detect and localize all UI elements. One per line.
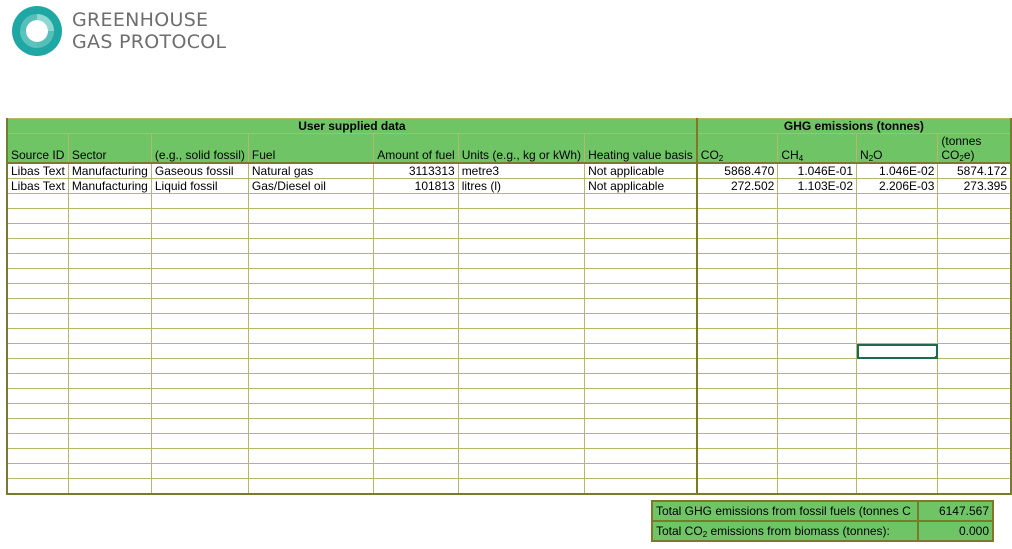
cell-n2o[interactable] [857,194,938,209]
col-amount: Amount of fuel [374,134,458,164]
cell-source-id[interactable] [7,299,68,314]
cell-source-id[interactable] [7,194,68,209]
cell-ch4[interactable] [778,314,857,329]
cell-source-id[interactable] [7,269,68,284]
cell-fuel[interactable] [248,479,373,495]
cell-fuel-type[interactable] [151,209,248,224]
empty-table-row [7,329,1011,344]
cell-amount[interactable] [374,389,458,404]
cell-fuel[interactable] [248,434,373,449]
cell-co2e[interactable] [938,329,1011,344]
cell-amount[interactable] [374,239,458,254]
cell-source-id[interactable] [7,239,68,254]
cell-ch4[interactable] [778,404,857,419]
total-biomass-label: Total $CO_2$ emissions from biomass (tonnes): [652,521,918,541]
cell-amount[interactable] [374,419,458,434]
cell-heating[interactable] [585,419,697,434]
greenhouse-gas-protocol-logo [12,6,252,58]
col-heating-value: Heating value basis [585,134,697,164]
cell-heating[interactable]: Not applicable [585,163,697,179]
cell-co2[interactable] [697,299,778,314]
cell-fuel-type[interactable] [151,299,248,314]
cell-sector[interactable] [68,269,151,284]
emissions-table [6,118,1012,495]
cell-heating[interactable] [585,239,697,254]
cell-sector[interactable]: Manufacturing [68,179,151,194]
fuel-emissions-sheet [6,118,1012,495]
total-biomass-row [652,521,993,541]
cell-source-id[interactable] [7,224,68,239]
logo-line-2: GAS PROTOCOL [72,31,227,53]
cell-fuel-type[interactable] [151,239,248,254]
cell-co2e[interactable] [938,464,1011,479]
cell-heating[interactable] [585,374,697,389]
cell-units[interactable] [458,314,584,329]
cell-units[interactable] [458,224,584,239]
cell-ch4[interactable] [778,359,857,374]
cell-n2o[interactable] [857,224,938,239]
cell-fuel-type[interactable] [151,389,248,404]
ghg-logo-icon [12,6,62,56]
cell-source-id[interactable] [7,464,68,479]
cell-fuel[interactable] [248,464,373,479]
empty-table-row [7,404,1011,419]
cell-heating[interactable] [585,404,697,419]
logo-line-1: GREENHOUSE [72,9,209,31]
cell-source-id[interactable] [7,344,68,359]
cell-heating[interactable] [585,434,697,449]
cell-n2o[interactable] [857,359,938,374]
cell-fuel[interactable] [248,404,373,419]
cell-fuel-type[interactable] [151,254,248,269]
cell-units[interactable]: metre3 [458,163,584,179]
empty-table-row [7,269,1011,284]
cell-source-id[interactable] [7,389,68,404]
totals-panel [651,500,994,542]
cell-source-id[interactable]: Libas Text [7,163,68,179]
cell-n2o[interactable] [857,404,938,419]
cell-ch4[interactable] [778,434,857,449]
cell-sector[interactable] [68,449,151,464]
cell-fuel-type[interactable] [151,269,248,284]
cell-fuel[interactable] [248,239,373,254]
cell-units[interactable] [458,449,584,464]
table-row [7,163,1011,179]
cell-source-id[interactable] [7,434,68,449]
cell-n2o[interactable]: 1.046E-02 [857,163,938,179]
cell-amount[interactable] [374,254,458,269]
cell-amount[interactable] [374,344,458,359]
cell-n2o[interactable] [857,464,938,479]
cell-source-id[interactable] [7,359,68,374]
cell-fuel-type[interactable] [151,194,248,209]
col-fuel: Fuel [248,134,373,164]
col-n2o: $N_2O$ [857,134,938,164]
cell-fuel[interactable] [248,299,373,314]
cell-fuel-type[interactable] [151,419,248,434]
cell-amount[interactable] [374,479,458,495]
cell-sector[interactable] [68,359,151,374]
cell-co2e[interactable] [938,194,1011,209]
cell-units[interactable] [458,194,584,209]
total-fossil-label: Total GHG emissions from fossil fuels (tonnes C [652,501,918,521]
col-co2e: (tonnes $CO_2e$) [938,134,1011,164]
empty-table-row [7,254,1011,269]
cell-co2e[interactable] [938,224,1011,239]
cell-co2[interactable] [697,374,778,389]
cell-n2o[interactable]: 2.206E-03 [857,179,938,194]
cell-fuel[interactable] [248,284,373,299]
cell-amount[interactable] [374,404,458,419]
total-fossil-value[interactable]: 6147.567 [918,501,993,521]
cell-co2e[interactable] [938,359,1011,374]
cell-co2[interactable] [697,209,778,224]
cell-fuel[interactable] [248,389,373,404]
cell-fuel[interactable] [248,194,373,209]
total-fossil-row [652,501,993,521]
cell-fuel-type[interactable]: Gaseous fossil [151,163,248,179]
cell-amount[interactable] [374,299,458,314]
cell-amount[interactable] [374,359,458,374]
cell-fuel[interactable] [248,419,373,434]
empty-table-row [7,434,1011,449]
cell-ch4[interactable] [778,299,857,314]
cell-heating[interactable] [585,464,697,479]
cell-heating[interactable] [585,194,697,209]
empty-table-row [7,464,1011,479]
empty-table-row [7,194,1011,209]
cell-co2[interactable] [697,194,778,209]
cell-fuel[interactable] [248,209,373,224]
cell-co2e[interactable]: 5874.172 [938,163,1011,179]
cell-ch4[interactable] [778,224,857,239]
cell-units[interactable] [458,389,584,404]
cell-amount[interactable] [374,329,458,344]
cell-amount[interactable] [374,434,458,449]
col-ch4: $CH_4$ [778,134,857,164]
cell-units[interactable] [458,209,584,224]
cell-co2[interactable] [697,239,778,254]
cell-fuel[interactable] [248,374,373,389]
cell-units[interactable] [458,419,584,434]
cell-source-id[interactable] [7,209,68,224]
user-supplied-data-header: User supplied data [7,119,697,134]
cell-co2e[interactable] [938,419,1011,434]
cell-fuel-type[interactable]: Liquid fossil [151,179,248,194]
cell-heating[interactable] [585,209,697,224]
cell-co2[interactable] [697,389,778,404]
cell-fuel-type[interactable] [151,344,248,359]
cell-ch4[interactable] [778,209,857,224]
cell-units[interactable] [458,479,584,495]
cell-heating[interactable] [585,224,697,239]
cell-co2e[interactable] [938,404,1011,419]
cell-co2e[interactable] [938,239,1011,254]
cell-co2e[interactable] [938,209,1011,224]
cell-co2e[interactable] [938,389,1011,404]
empty-table-row [7,419,1011,434]
cell-n2o[interactable] [857,434,938,449]
empty-table-row [7,344,1011,359]
col-fuel-type: (e.g., solid fossil) [151,134,248,164]
empty-table-row [7,449,1011,464]
cell-source-id[interactable] [7,314,68,329]
cell-amount[interactable] [374,374,458,389]
cell-source-id[interactable] [7,479,68,495]
cell-co2[interactable]: 272.502 [697,179,778,194]
cell-fuel[interactable]: Natural gas [248,163,373,179]
cell-co2[interactable] [697,314,778,329]
cell-source-id[interactable] [7,404,68,419]
cell-sector[interactable]: Manufacturing [68,163,151,179]
cell-co2[interactable] [697,479,778,495]
cell-co2[interactable] [697,359,778,374]
cell-ch4[interactable] [778,269,857,284]
cell-ch4[interactable] [778,254,857,269]
cell-sector[interactable] [68,374,151,389]
cell-heating[interactable] [585,314,697,329]
cell-units[interactable] [458,464,584,479]
empty-table-row [7,359,1011,374]
cell-co2e[interactable] [938,434,1011,449]
cell-co2[interactable] [697,269,778,284]
cell-heating[interactable] [585,299,697,314]
cell-fuel[interactable] [248,359,373,374]
col-sector: Sector [68,134,151,164]
cell-fuel-type[interactable] [151,374,248,389]
cell-n2o[interactable] [857,284,938,299]
col-co2: $CO_2$ [697,134,778,164]
cell-n2o[interactable] [857,374,938,389]
cell-fuel[interactable] [248,344,373,359]
cell-heating[interactable] [585,254,697,269]
cell-n2o[interactable] [857,449,938,464]
cell-sector[interactable] [68,284,151,299]
cell-fuel-type[interactable] [151,284,248,299]
cell-heating[interactable] [585,329,697,344]
cell-co2e[interactable] [938,344,1011,359]
cell-n2o[interactable] [857,344,938,359]
cell-sector[interactable] [68,404,151,419]
cell-n2o[interactable] [857,299,938,314]
cell-co2[interactable]: 5868.470 [697,163,778,179]
cell-sector[interactable] [68,419,151,434]
cell-heating[interactable] [585,479,697,495]
cell-n2o[interactable] [857,479,938,495]
cell-units[interactable] [458,434,584,449]
cell-ch4[interactable]: 1.103E-02 [778,179,857,194]
cell-fuel-type[interactable] [151,404,248,419]
cell-units[interactable] [458,269,584,284]
cell-fuel-type[interactable] [151,449,248,464]
cell-heating[interactable] [585,359,697,374]
cell-heating[interactable] [585,269,697,284]
cell-ch4[interactable] [778,464,857,479]
cell-sector[interactable] [68,194,151,209]
cell-fuel[interactable] [248,269,373,284]
cell-amount[interactable] [374,449,458,464]
cell-co2[interactable] [697,254,778,269]
cell-ch4[interactable] [778,449,857,464]
cell-co2e[interactable] [938,254,1011,269]
cell-amount[interactable] [374,284,458,299]
cell-sector[interactable] [68,254,151,269]
cell-n2o[interactable] [857,209,938,224]
cell-co2[interactable] [697,284,778,299]
empty-table-row [7,239,1011,254]
cell-co2e[interactable] [938,374,1011,389]
cell-fuel-type[interactable] [151,359,248,374]
cell-source-id[interactable] [7,254,68,269]
empty-table-row [7,299,1011,314]
cell-sector[interactable] [68,299,151,314]
cell-units[interactable] [458,329,584,344]
empty-table-row [7,224,1011,239]
cell-fuel-type[interactable] [151,464,248,479]
cell-units[interactable] [458,284,584,299]
cell-ch4[interactable]: 1.046E-01 [778,163,857,179]
ghg-emissions-header: GHG emissions (tonnes) [697,119,1011,134]
empty-table-row [7,314,1011,329]
cell-amount[interactable] [374,464,458,479]
cell-source-id[interactable]: Libas Text [7,179,68,194]
cell-n2o[interactable] [857,419,938,434]
cell-amount[interactable] [374,269,458,284]
cell-ch4[interactable] [778,344,857,359]
cell-co2e[interactable]: 273.395 [938,179,1011,194]
cell-amount[interactable] [374,314,458,329]
cell-n2o[interactable] [857,329,938,344]
cell-heating[interactable] [585,449,697,464]
cell-co2e[interactable] [938,284,1011,299]
cell-fuel-type[interactable] [151,434,248,449]
cell-ch4[interactable] [778,374,857,389]
data-rows [7,163,1011,494]
cell-co2[interactable] [697,329,778,344]
cell-sector[interactable] [68,224,151,239]
cell-fuel-type[interactable] [151,314,248,329]
cell-fuel[interactable]: Gas/Diesel oil [248,179,373,194]
cell-sector[interactable] [68,209,151,224]
cell-units[interactable] [458,254,584,269]
cell-co2e[interactable] [938,314,1011,329]
cell-n2o[interactable] [857,314,938,329]
cell-co2[interactable] [697,464,778,479]
cell-fuel[interactable] [248,224,373,239]
group-header-row [7,119,1011,134]
cell-fuel-type[interactable] [151,224,248,239]
cell-co2[interactable] [697,449,778,464]
cell-sector[interactable] [68,344,151,359]
cell-ch4[interactable] [778,284,857,299]
cell-heating[interactable]: Not applicable [585,179,697,194]
cell-sector[interactable] [68,389,151,404]
empty-table-row [7,389,1011,404]
cell-co2[interactable] [697,434,778,449]
cell-co2[interactable] [697,419,778,434]
cell-units[interactable] [458,404,584,419]
col-units: Units (e.g., kg or kWh) [458,134,584,164]
cell-amount[interactable] [374,209,458,224]
cell-n2o[interactable] [857,239,938,254]
cell-source-id[interactable] [7,449,68,464]
cell-co2e[interactable] [938,269,1011,284]
cell-ch4[interactable] [778,239,857,254]
cell-amount[interactable]: 101813 [374,179,458,194]
cell-n2o[interactable] [857,269,938,284]
cell-amount[interactable] [374,194,458,209]
column-header-row [7,134,1011,164]
cell-ch4[interactable] [778,389,857,404]
cell-ch4[interactable] [778,329,857,344]
cell-sector[interactable] [68,329,151,344]
empty-table-row [7,209,1011,224]
cell-amount[interactable] [374,224,458,239]
cell-amount[interactable]: 3113313 [374,163,458,179]
empty-table-row [7,479,1011,495]
cell-source-id[interactable] [7,284,68,299]
cell-n2o[interactable] [857,389,938,404]
cell-fuel[interactable] [248,314,373,329]
cell-units[interactable]: litres (l) [458,179,584,194]
cell-units[interactable] [458,374,584,389]
totals-table [651,500,994,542]
cell-co2[interactable] [697,344,778,359]
cell-fuel[interactable] [248,449,373,464]
cell-source-id[interactable] [7,329,68,344]
empty-table-row [7,374,1011,389]
cell-sector[interactable] [68,239,151,254]
cell-units[interactable] [458,359,584,374]
cell-fuel[interactable] [248,254,373,269]
cell-heating[interactable] [585,284,697,299]
cell-sector[interactable] [68,479,151,495]
table-row [7,179,1011,194]
total-biomass-value[interactable]: 0.000 [918,521,993,541]
cell-sector[interactable] [68,464,151,479]
cell-co2e[interactable] [938,449,1011,464]
cell-source-id[interactable] [7,374,68,389]
cell-source-id[interactable] [7,419,68,434]
cell-co2[interactable] [697,224,778,239]
cell-co2e[interactable] [938,479,1011,495]
cell-sector[interactable] [68,314,151,329]
cell-units[interactable] [458,344,584,359]
col-source-id: Source ID [7,134,68,164]
cell-heating[interactable] [585,389,697,404]
cell-fuel-type[interactable] [151,479,248,495]
cell-co2[interactable] [697,404,778,419]
cell-ch4[interactable] [778,419,857,434]
cell-heating[interactable] [585,344,697,359]
cell-co2e[interactable] [938,299,1011,314]
cell-units[interactable] [458,299,584,314]
cell-fuel[interactable] [248,329,373,344]
empty-table-row [7,284,1011,299]
cell-ch4[interactable] [778,194,857,209]
cell-fuel-type[interactable] [151,329,248,344]
cell-units[interactable] [458,239,584,254]
cell-n2o[interactable] [857,254,938,269]
cell-sector[interactable] [68,434,151,449]
cell-ch4[interactable] [778,479,857,495]
